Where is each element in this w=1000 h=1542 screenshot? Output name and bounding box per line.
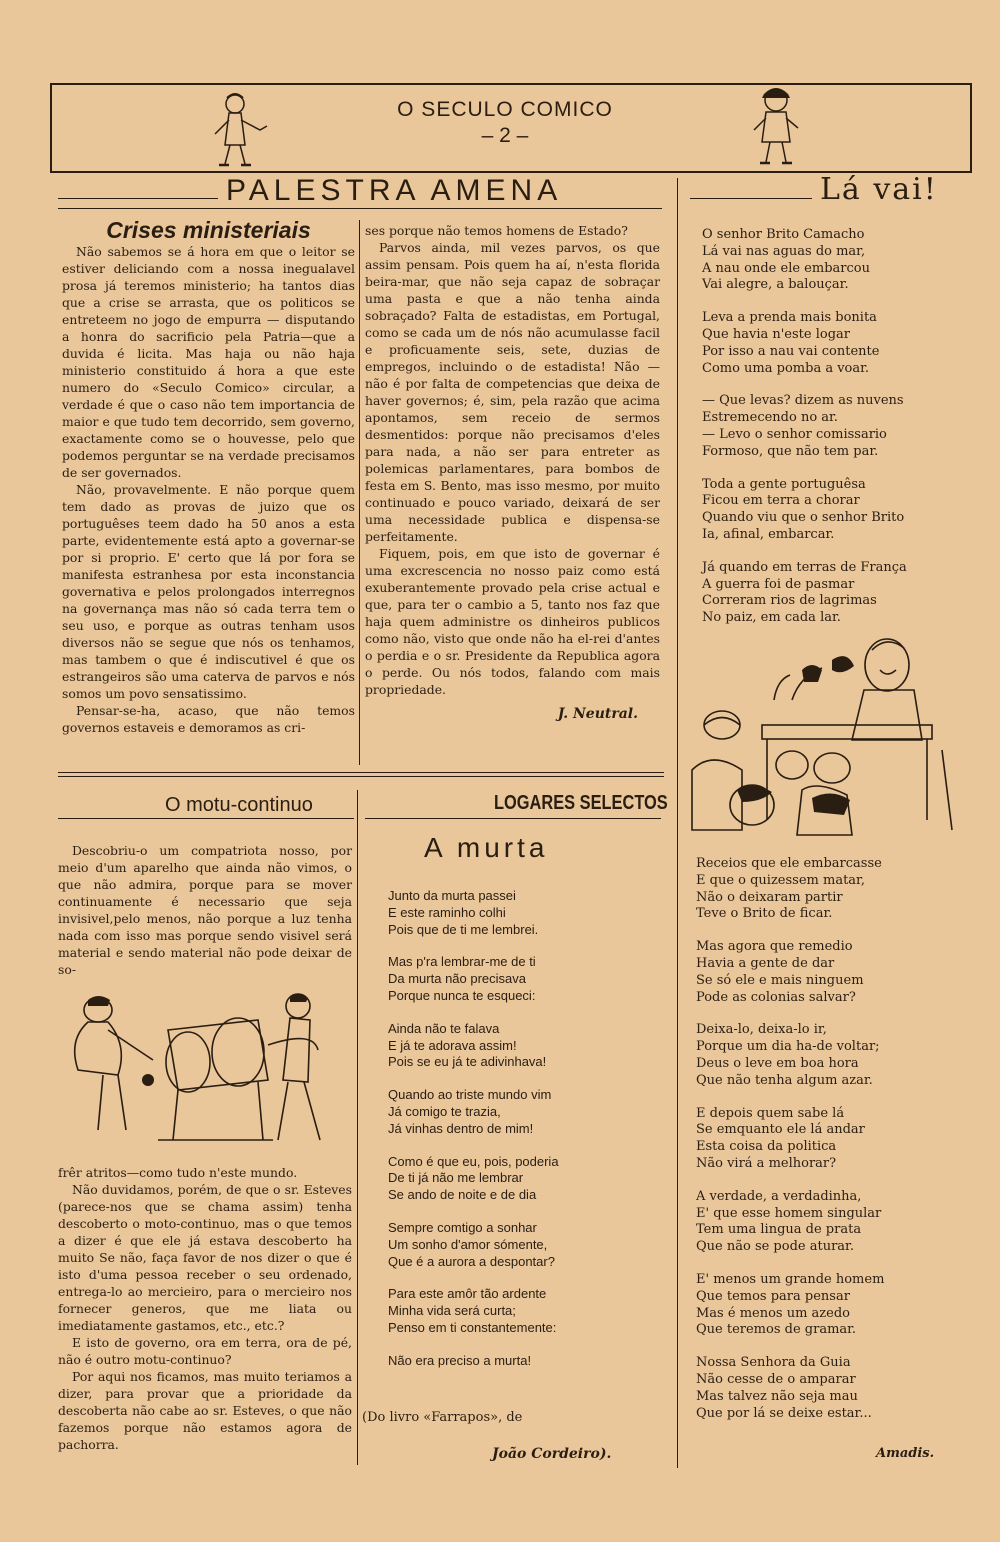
poem-line: Porque um dia ha-de voltar; [696, 1039, 880, 1055]
murta-stanza [388, 1286, 658, 1336]
poem-line: Para este amôr tão ardente [388, 1286, 547, 1302]
poem-line: Estremecendo no ar. [702, 410, 838, 426]
crises-column-2 [365, 222, 660, 723]
poem-line: Se só ele e mais ninguem [696, 972, 864, 988]
la-vai-stanza [696, 1355, 972, 1422]
crises-paragraph-5: Parvos ainda, mil vezes parvos, os que assim pensam. Pois quem ha aí, n'esta florida beira-mar, que não seja capaz de sobraçar uma pasta e que a não tenha ainda sobraçado? Falta de estadistas, em Portugal, como se cada um de nós não acumulasse facil e proficuamente seis, sete, duzias de empregos, incluindo o de estadista! Não — não é por falta de competencias que deixa de haver governos; é, sim, pela razão que acima apontamos, sem receio de sermos desmentidos: porque não precisamos d'eles para nada, a não ser para entreter as polemicas parlamentares, para bombos de festa em S. Bento, mas isso mesmo, por muito continuado e pouco variado, deixará de ser uma necessidade publica e dispensa-se perfeitamente. [365, 240, 660, 544]
poem-line: Nossa Senhora da Guia [696, 1355, 851, 1371]
poem-line: E depois quem sabe lá [696, 1105, 845, 1121]
murta-title: A murta [424, 832, 549, 863]
murta-stanza [388, 1087, 658, 1137]
poem-line: A guerra foi de pasmar [702, 576, 855, 592]
poem-line: O senhor Brito Camacho [702, 227, 865, 242]
poem-line: Minha vida será curta; [388, 1303, 516, 1319]
poem-line: Penso em ti constantemente: [388, 1319, 557, 1335]
poem-line: Porque nunca te esqueci: [388, 987, 536, 1003]
crises-paragraph-3: Pensar-se-ha, acaso, que não temos governos estaveis e demoramos as cri- [62, 703, 355, 735]
poem-line: Pode as colonias salvar? [696, 989, 856, 1005]
poem-line: Da murta não precisava [388, 971, 527, 987]
poem-line: Pois se eu já te adivinhava! [388, 1054, 547, 1070]
banner-rule-left [58, 198, 218, 199]
la-vai-stanza [702, 560, 972, 627]
motu-top-text [58, 842, 352, 978]
page-number: – 2 – [481, 124, 529, 147]
poem-line: Não cesse de o amparar [696, 1371, 856, 1387]
poem-line: Já quando em terras de França [702, 559, 907, 575]
palestra-banner: PALESTRA AMENA [226, 174, 563, 207]
la-vai-stanza [696, 1189, 972, 1256]
motu-paragraph-4: E isto de governo, ora em terra, ora de pé, não é outro motu-continuo? [58, 1335, 352, 1367]
poem-line: Por isso a nau vai contente [702, 343, 880, 359]
poem-line: Deus o leve em boa hora [696, 1055, 859, 1071]
frame-left-rule [50, 83, 52, 173]
section-rule-1 [58, 772, 664, 773]
right-cartoon-figure [748, 84, 808, 168]
motu-title: O motu-continuo [165, 794, 313, 816]
poem-line: A verdade, a verdadinha, [696, 1188, 862, 1204]
poem-line: — Levo o senhor comissario [702, 426, 887, 442]
column-divider-right [677, 178, 678, 1468]
poem-line: Formoso, que não tem par. [702, 443, 879, 459]
la-vai-stanza [696, 1272, 972, 1339]
column-divider-left [359, 220, 360, 765]
poem-line: Junto da murta passei [388, 888, 516, 903]
murta-stanza [388, 1154, 658, 1204]
poem-line: Não o deixaram partir [696, 889, 843, 905]
crises-paragraph-6: Fiquem, pois, em que isto de governar é uma excrescencia no nosso paiz como está exuberantemente provado pela crise actual e que, para ter o cambio a 5, tanto nos faz que haja quem administre os dinheiros publicos como não, visto que onde não ha el-rei d'antes o perdia e o sr. Presidente da Republica agora o perde. Ou nós todos, falando com mais propriedade. [365, 546, 660, 697]
poem-line: Que não se pode aturar. [696, 1239, 854, 1255]
logares-header-rule [365, 818, 661, 819]
poem-line: Mas p'ra lembrar-me de ti [388, 954, 536, 970]
la-vai-poem-bottom [696, 856, 972, 1428]
poem-line: Ainda não te falava [388, 1020, 500, 1036]
motu-bottom-text [58, 1164, 352, 1453]
poem-line: Quando viu que o senhor Brito [702, 510, 905, 526]
poem-line: Um sonho d'amor sómente, [388, 1236, 548, 1252]
la-vai-stanza [702, 393, 972, 460]
poem-line: Lá vai nas aguas do mar, [702, 243, 866, 259]
poem-line: Vai alegre, a balouçar. [702, 277, 849, 293]
poem-line: E que o quizessem matar, [696, 872, 865, 888]
motu-paragraph-2: frêr atritos—como tudo n'este mundo. [58, 1165, 298, 1180]
murta-poem [388, 888, 658, 1386]
poem-line: E este raminho colhi [388, 904, 506, 920]
murta-author: João Cordeiro). [492, 1446, 612, 1462]
poem-line: Se emquanto ele lá andar [696, 1122, 865, 1138]
crises-paragraph-2: Não, provavelmente. E não porque quem tem dado as provas de juizo que os portuguêses teem dado ha 50 anos a esta parte, evidentemente está apto a governar-se por si proprio. E' certo que lá por fora se manifesta estranhesa por esta inconstancia governativa e pelos prolongados interregnos na governança mas não só cada terra tem o seu uso, e porque as outras tenham usos diversos não se segue que nós os tenhamos, mas tambem o que é indiscutivel é que os estrangeiros são uma caterva de parvos e nós somos um povo sensatissimo. [62, 482, 355, 701]
la-vai-poem-top [702, 227, 972, 643]
poem-line: Tem uma lingua de prata [696, 1222, 862, 1238]
poem-line: De ti já não me lembrar [388, 1170, 524, 1186]
poem-line: Que temos para pensar [696, 1288, 850, 1304]
crises-signature: J. Neutral. [557, 706, 638, 722]
section-rule-2 [58, 776, 664, 777]
poem-line: Esta coisa da politica [696, 1139, 837, 1155]
crises-column-1 [62, 217, 355, 736]
masthead [360, 98, 650, 148]
motu-continuo-cartoon [58, 990, 354, 1155]
la-vai-rule [690, 198, 812, 199]
poem-line: Sempre comtigo a sonhar [388, 1219, 537, 1235]
la-vai-title: Lá vai! [820, 172, 938, 207]
murta-credit: (Do livro «Farrapos», de [362, 1410, 523, 1425]
motu-paragraph-5: Por aqui nos ficamos, mas muito teriamos a dizer, para provar que a prioridade da descoberta não cabe ao sr. Esteves, o que não fazemos porque não estamos agora de pachorra. [58, 1369, 352, 1452]
poem-line: Já vinhas dentro de mim! [388, 1120, 534, 1136]
la-vai-signature: Amadis. [876, 1446, 935, 1461]
murta-stanza [388, 1021, 658, 1071]
poem-line: Que havia n'este logar [702, 326, 850, 342]
frame-right-rule [970, 83, 972, 173]
poem-line: Como é que eu, pois, poderia [388, 1153, 559, 1169]
poem-line: Deixa-lo, deixa-lo ir, [696, 1022, 827, 1038]
poem-line: Ficou em terra a chorar [702, 493, 860, 509]
murta-stanza [388, 888, 658, 938]
poem-line: Toda a gente portuguêsa [702, 476, 866, 492]
la-vai-stanza [702, 227, 972, 294]
motu-paragraph-1: Descobriu-o um compatriota nosso, por meio d'um aparelho que ainda não vimos, o que não admira, porque para se mover continuamente é necessario que seja invisivel,pelo menos, não porque a luz tenha nada com isso mas porque sendo visivel será material e sendo material não pode deixar de so- [58, 843, 352, 977]
motu-paragraph-3: Não duvidamos, porém, de que o sr. Esteves (parece-nos que se chama assim) tenha descoberto o moto-continuo, mas o que temos a dizer é que ele já estava descoberto ha muito Se não, faça favor de nos dizer o que é isto d'uma pessoa receber o seu ordenado, entrega-lo ao mercieiro, para o mercieiro nos fornecer generos, que me liata ou imediatamente gastamos, etc., etc.? [58, 1182, 352, 1333]
poem-line: E' menos um grande homem [696, 1271, 885, 1287]
poem-line: Mas talvez não seja mau [696, 1388, 858, 1404]
la-vai-stanza [696, 856, 972, 923]
murta-stanza [388, 1353, 658, 1370]
la-vai-stanza [696, 1106, 972, 1173]
la-vai-stanza [702, 477, 972, 544]
poem-line: — Que levas? dizem as nuvens [702, 393, 904, 409]
left-cartoon-figure [205, 90, 275, 170]
masthead-title: O SECULO COMICO [397, 98, 613, 121]
crises-title: Crises ministeriais [106, 217, 311, 243]
poem-line: Já comigo te trazia, [388, 1103, 501, 1119]
poem-line: Que por lá se deixe estar... [696, 1405, 872, 1421]
logares-header: LOGARES SELECTOS [494, 792, 668, 814]
poem-line: Teve o Brito de ficar. [696, 906, 833, 922]
crises-paragraph-1: Não sabemos se á hora em que o leitor se estiver deliciando com a nossa inegualavel prosa já teremos ministerio; ha tantos dias que a crise se arrasta, que os politicos se entreteem no jogo de empurra — disputando a honra do sacrificio pela Patria—que a duvida é licita. Mas haja ou não haja ministerio constituido á hora a que este numero do «Seculo Comico» circular, a verdade é que o caso não tem importancia de maior e que tudo tem decorrido, sem governo, exactamente como se o houvesse, pelo que podemos perguntar se na verdade precisamos de ser governados. [62, 244, 355, 480]
poem-line: Não era preciso a murta! [388, 1352, 532, 1368]
la-vai-stanza [696, 1022, 972, 1089]
motu-divider [357, 790, 358, 1465]
poem-line: Se ando de noite e de dia [388, 1187, 537, 1203]
la-vai-stanza [696, 939, 972, 1006]
poem-line: Que não tenha algum azar. [696, 1072, 873, 1088]
poem-line: Correram rios de lagrimas [702, 593, 877, 609]
poem-line: A nau onde ele embarcou [702, 260, 870, 276]
poem-line: No paiz, em cada lar. [702, 610, 841, 626]
murta-stanza [388, 1220, 658, 1270]
poem-line: E' que esse homem singular [696, 1205, 882, 1221]
crises-paragraph-4: ses porque não temos homens de Estado? [365, 223, 628, 238]
poem-line: Quando ao triste mundo vim [388, 1087, 552, 1103]
poem-line: Receios que ele embarcasse [696, 856, 882, 871]
poem-line: Mas agora que remedio [696, 939, 853, 955]
la-vai-stanza [702, 310, 972, 377]
poem-line: E já te adorava assim! [388, 1037, 517, 1053]
poem-line: Que teremos de gramar. [696, 1322, 857, 1338]
banner-rule-bottom [58, 208, 662, 209]
motu-title-rule [58, 818, 354, 819]
frame-top-rule [50, 83, 972, 85]
poem-line: Leva a prenda mais bonita [702, 310, 877, 326]
ship-deck-cartoon [682, 630, 972, 845]
poem-line: Não virá a melhorar? [696, 1155, 837, 1171]
poem-line: Mas é menos um azedo [696, 1305, 850, 1321]
murta-stanza [388, 954, 658, 1004]
poem-line: Havia a gente de dar [696, 955, 835, 971]
poem-line: Ia, afinal, embarcar. [702, 526, 835, 542]
poem-line: Como uma pomba a voar. [702, 360, 870, 376]
poem-line: Pois que de ti me lembrei. [388, 921, 539, 937]
poem-line: Que é a aurora a despontar? [388, 1253, 555, 1269]
